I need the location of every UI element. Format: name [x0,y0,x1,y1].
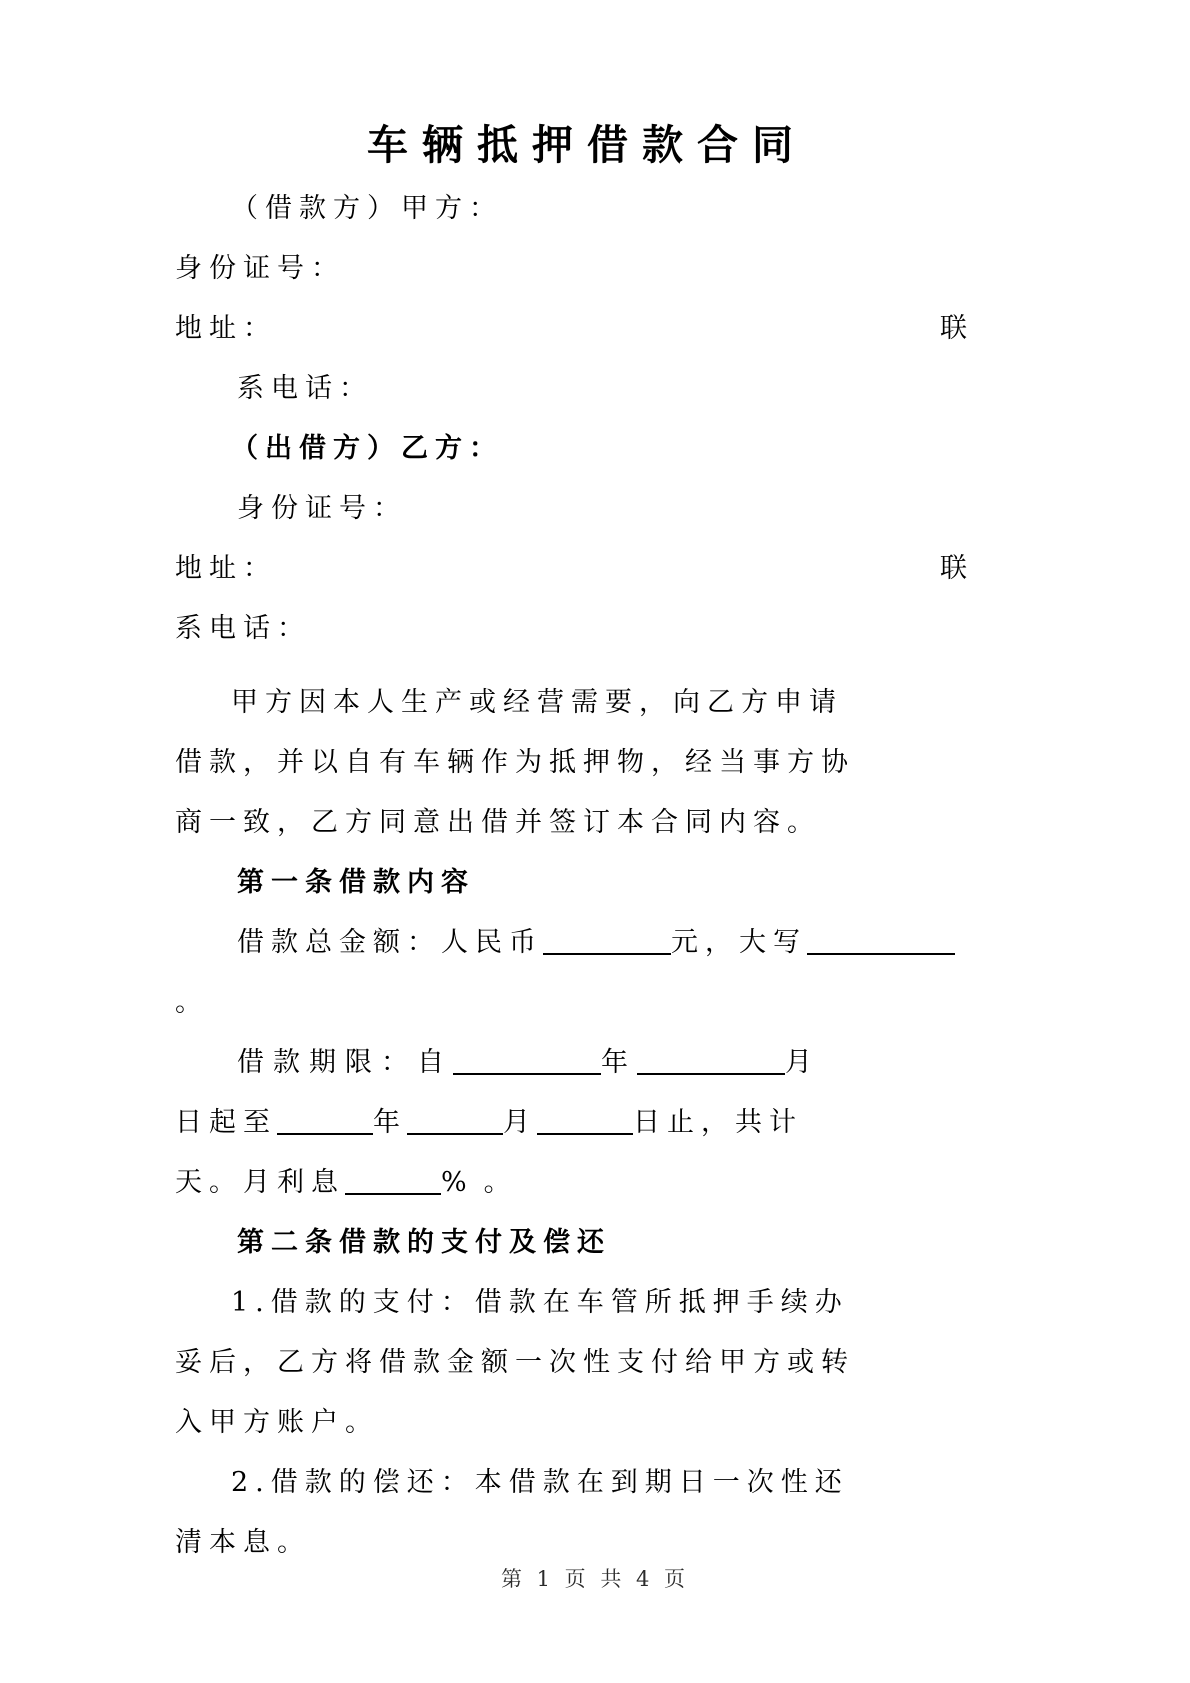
clause-1-term-line-3 [175,1153,985,1213]
end-month-unit: 月 [503,1107,537,1139]
amount-figure-blank[interactable] [543,953,671,955]
percent-sign: % [441,1167,474,1199]
borrower-heading: （借款方）甲方： [231,193,503,225]
borrower-id-label: 身份证号： [175,253,345,285]
end-year-blank[interactable] [277,1133,373,1135]
start-month-blank[interactable] [637,1073,785,1075]
end-year-unit: 年 [373,1107,407,1139]
start-year-unit: 年 [601,1047,637,1079]
clause-1-amount-period: 。 [175,987,209,1019]
clause-2-item-2-line-2: 清本息。 [175,1527,311,1559]
total-days-label: 共计 [735,1107,803,1139]
lender-address-label: 地址： [175,553,277,585]
clause-1-heading: 第一条借款内容 [237,867,475,899]
clause-2-heading: 第二条借款的支付及偿还 [237,1227,611,1259]
preamble-line-1: 甲方因本人生产或经营需要，向乙方申请 [231,687,843,719]
clause-1-amount-line [175,913,985,973]
amount-words-blank[interactable] [807,953,955,955]
page-title: 车辆抵押借款合同 [367,121,807,169]
interest-period: 。 [483,1167,518,1199]
lender-address-row [175,539,985,599]
preamble-line-3: 商一致，乙方同意出借并签订本合同内容。 [175,807,821,839]
lender-id-label: 身份证号： [237,493,407,525]
amount-mid-label: 元，大写 [671,927,807,959]
lender-address-tail-char: 联 [940,553,967,585]
clause-1-term-line-1 [175,1033,985,1093]
borrower-address-row [175,299,985,359]
clause-2-item-2-line-1: 2.借款的偿还：本借款在到期日一次性还 [231,1467,849,1499]
lender-phone-label: 系电话： [175,613,311,645]
term-to-label: 日起至 [175,1107,277,1139]
start-year-blank[interactable] [453,1073,601,1075]
clause-2-item-1-line-2: 妥后，乙方将借款金额一次性支付给甲方或转 [175,1347,855,1379]
preamble-line-2: 借款，并以自有车辆作为抵押物，经当事方协 [175,747,855,779]
page-footer: 第 1 页 共 4 页 [500,1567,690,1591]
lender-heading: （出借方）乙方： [231,433,503,465]
clause-2-item-1-line-1: 1.借款的支付：借款在车管所抵押手续办 [231,1287,849,1319]
clause-1-term-line-2 [175,1093,985,1153]
borrower-phone-label: 系电话： [237,373,373,405]
end-day-blank[interactable] [537,1133,633,1135]
end-month-blank[interactable] [407,1133,503,1135]
document-content [175,118,985,1573]
spacer [175,659,985,673]
amount-prefix-label: 借款总金额：人民币 [237,927,543,959]
monthly-interest-blank[interactable] [345,1193,441,1195]
borrower-address-tail-char: 联 [940,313,967,345]
monthly-interest-label: 天。月利息 [175,1167,345,1199]
end-day-unit: 日止， [633,1107,735,1139]
term-prefix-label: 借款期限：自 [237,1047,453,1079]
start-month-unit: 月 [785,1047,821,1079]
borrower-address-label: 地址： [175,313,277,345]
clause-2-item-1-line-3: 入甲方账户。 [175,1407,379,1439]
